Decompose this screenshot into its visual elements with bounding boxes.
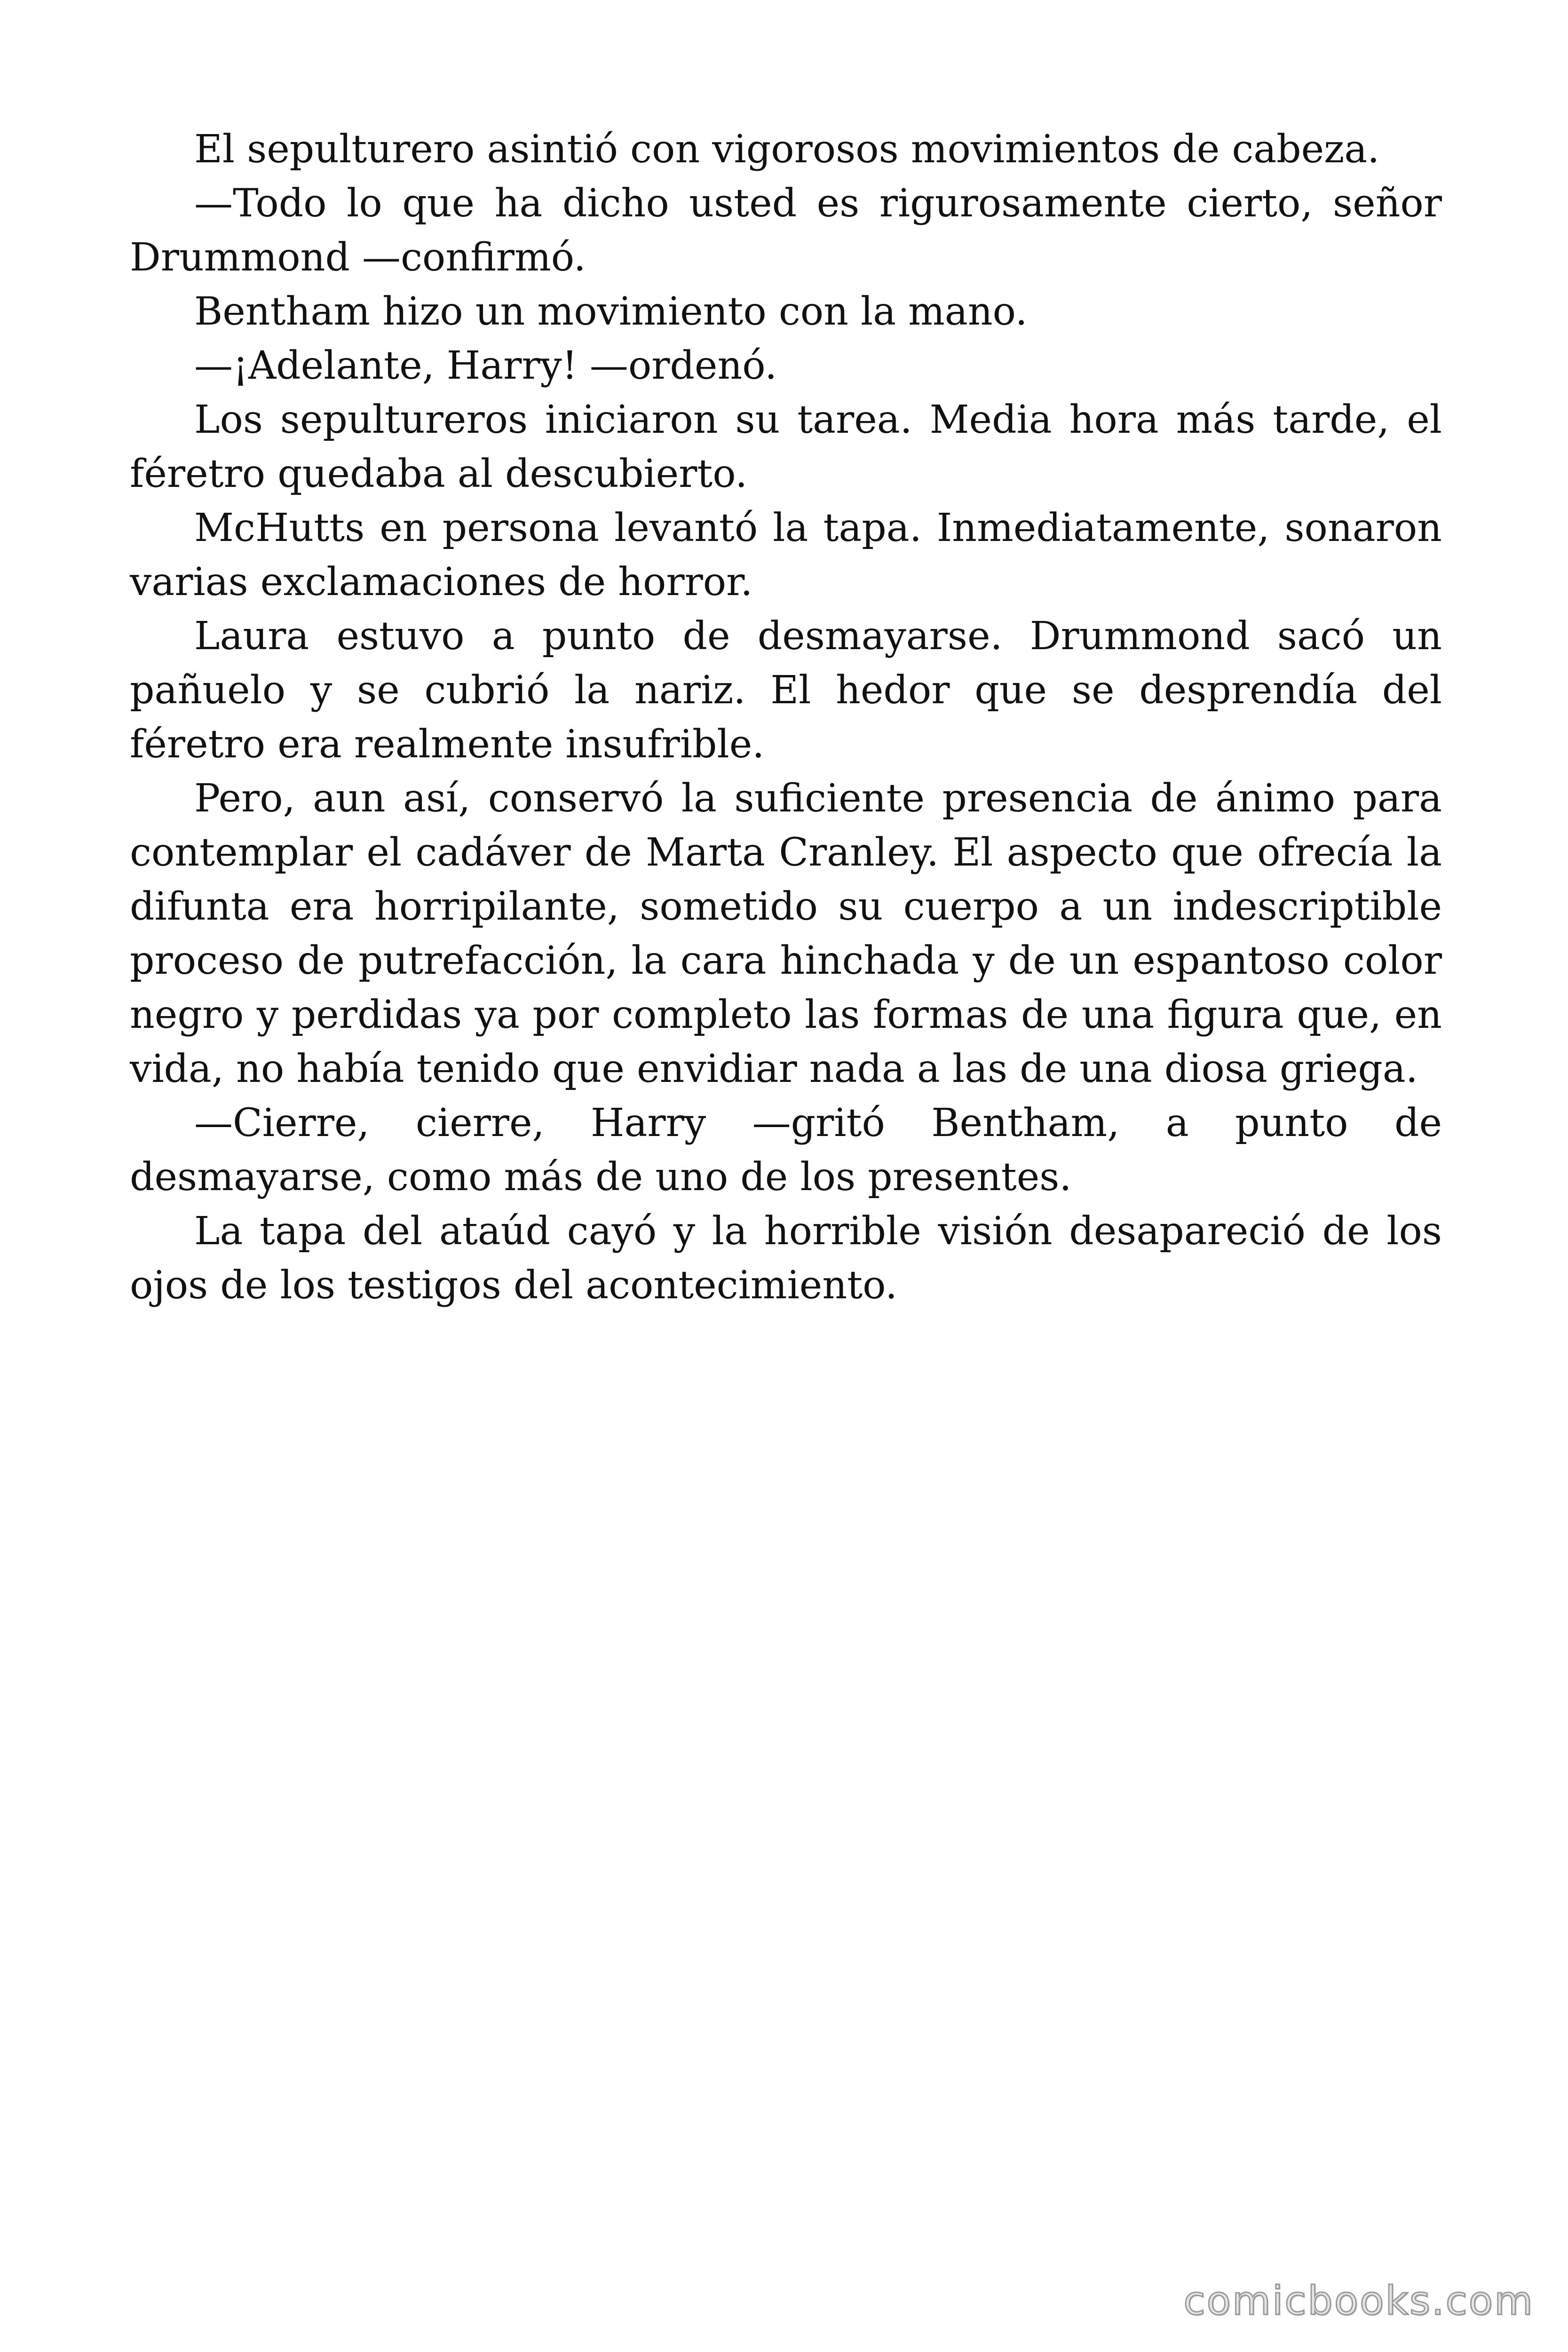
paragraph-10: La tapa del ataúd cayó y la horrible visión desapareció de los ojos de los testigos del acontecimiento. [130, 1209, 1442, 1308]
paragraph-1: El sepulturero asintió con vigorosos movimientos de cabeza. [194, 127, 1380, 172]
paragraph-3: Bentham hizo un movimiento con la mano. [194, 289, 1028, 334]
paragraph-7: Laura estuvo a punto de desmayarse. Drummond sacó un pañuelo y se cubrió la nariz. El hedor que se desprendía del féretro era realmente insufrible. [130, 614, 1442, 767]
paragraph-2: —Todo lo que ha dicho usted es rigurosamente cierto, señor Drummond —confirmó. [130, 181, 1442, 280]
paragraph-8: Pero, aun así, conservó la suficiente presencia de ánimo para contemplar el cadáver de Marta Cranley. El aspecto que ofrecía la difunta era horripilante, sometido su cuerpo a un indescriptible proceso de putrefacción, la cara hinchada y de un espantoso color negro y perdidas ya por completo las formas de una figura que, en vida, no había tenido que envidiar nada a las de una diosa griega. [130, 776, 1442, 1091]
watermark-text: comicbooks.com [1183, 2278, 1534, 2324]
page-text [130, 122, 1442, 1312]
paragraph-5: Los sepultureros iniciaron su tarea. Media hora más tarde, el féretro quedaba al descubierto. [130, 397, 1442, 496]
paragraph-6: McHutts en persona levantó la tapa. Inmediatamente, sonaron varias exclamaciones de horror. [130, 506, 1442, 604]
paragraph-9: —Cierre, cierre, Harry —gritó Bentham, a punto de desmayarse, como más de uno de los presentes. [130, 1101, 1442, 1200]
paragraph-4: —¡Adelante, Harry! —ordenó. [194, 343, 777, 388]
